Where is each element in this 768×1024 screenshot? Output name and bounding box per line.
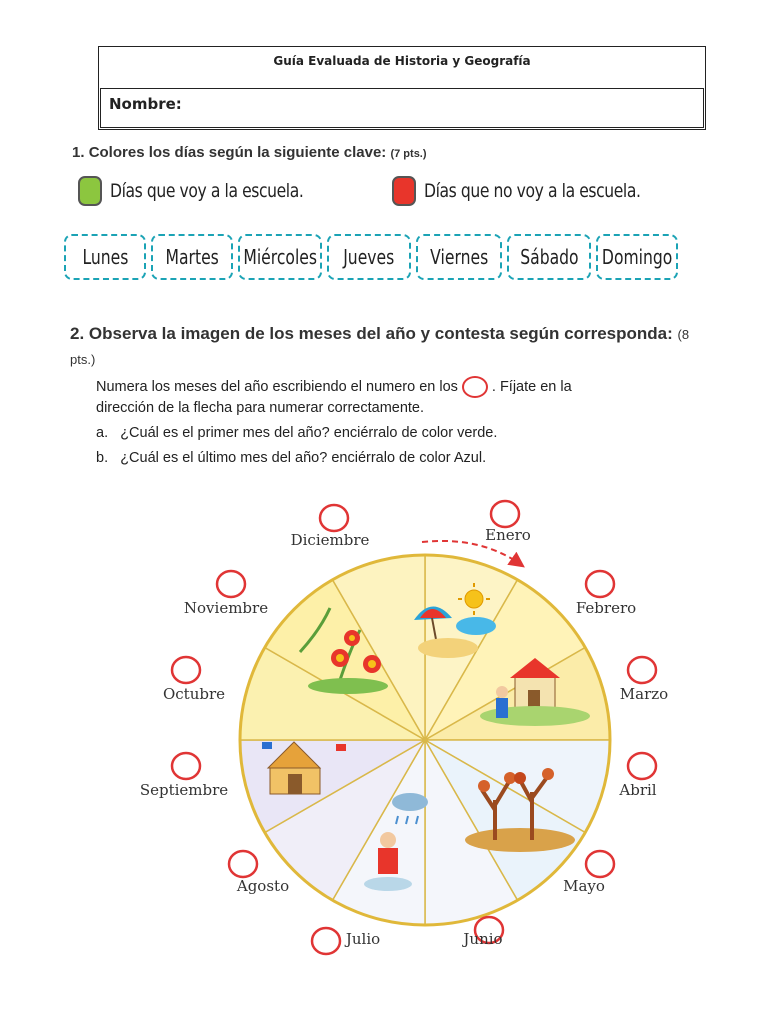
question-1-points: (7 pts.)	[390, 148, 427, 160]
item-a-letter: a.	[96, 425, 109, 441]
month-number-circle[interactable]	[586, 851, 614, 877]
question-1-text: Colores los días según la siguiente clave:	[88, 144, 387, 161]
month-label: Diciembre	[290, 531, 370, 549]
day-box-viernes[interactable]	[416, 234, 502, 280]
day-label: Viernes	[429, 245, 489, 269]
month-number-circle[interactable]	[172, 657, 200, 683]
month-label: Febrero	[575, 599, 637, 617]
month-number-circle[interactable]	[217, 571, 245, 597]
month-number-circle[interactable]	[628, 753, 656, 779]
day-box-martes[interactable]	[151, 234, 233, 280]
green-swatch	[78, 176, 102, 206]
instruction-line-2: dirección de la flecha para numerar correctamente.	[96, 400, 425, 416]
day-label: Miércoles	[243, 245, 317, 269]
month-number-circle[interactable]	[312, 928, 340, 954]
day-box-jueves[interactable]	[327, 234, 411, 280]
legend-school-days	[78, 176, 346, 206]
month-label: Marzo	[619, 685, 669, 703]
month-number-circle[interactable]	[172, 753, 200, 779]
month-label: Julio	[345, 930, 381, 948]
question-2-number: 2.	[70, 324, 85, 343]
name-field[interactable]	[100, 88, 704, 128]
day-label: Sábado	[519, 245, 579, 269]
month-label: Noviembre	[183, 599, 269, 617]
legend-no-school-days	[392, 176, 688, 206]
day-label: Jueves	[343, 245, 395, 269]
month-number-circle[interactable]	[491, 501, 519, 527]
circle-icon	[462, 376, 488, 398]
red-swatch	[392, 176, 416, 206]
page-title: Guía Evaluada de Historia y Geografía	[273, 54, 531, 68]
month-number-circle[interactable]	[229, 851, 257, 877]
day-box-domingo[interactable]	[596, 234, 678, 280]
day-box-lunes[interactable]	[64, 234, 146, 280]
instruction-text-b: . Fíjate en la	[491, 378, 572, 395]
day-box-sabado[interactable]	[507, 234, 591, 280]
legend-school-days-label: Días que voy a la escuela.	[110, 180, 304, 202]
month-label: Octubre	[162, 685, 226, 703]
day-label: Lunes	[82, 245, 128, 269]
item-a	[96, 425, 497, 441]
month-number-circle[interactable]	[628, 657, 656, 683]
month-label: Agosto	[236, 877, 290, 895]
month-label: Septiembre	[139, 781, 229, 799]
month-number-circle[interactable]	[586, 571, 614, 597]
month-label: Abril	[619, 781, 657, 799]
days-row	[64, 234, 683, 280]
question-2-text: Observa la imagen de los meses del año y contesta según corresponda:	[88, 324, 673, 343]
day-label: Martes	[165, 245, 219, 269]
name-label: Nombre:	[109, 95, 182, 113]
instruction-text-a: Numera los meses del año escribiendo el numero en los	[96, 378, 458, 395]
instruction-line-1	[96, 376, 572, 398]
month-number-circle[interactable]	[320, 505, 348, 531]
item-b	[96, 450, 486, 466]
month-label: Junio	[463, 930, 503, 948]
item-b-letter: b.	[96, 450, 109, 466]
question-1-number: 1.	[72, 144, 85, 161]
item-a-text: ¿Cuál es el primer mes del año? enciérralo de color verde.	[120, 425, 498, 441]
question-2	[70, 322, 690, 372]
question-2-points: (8 pts.)	[70, 327, 690, 367]
question-1	[72, 144, 427, 161]
month-label: Enero	[485, 526, 531, 544]
item-b-text: ¿Cuál es el último mes del año? enciérralo de color Azul.	[120, 450, 487, 466]
day-label: Domingo	[601, 245, 673, 269]
legend-no-school-days-label: Días que no voy a la escuela.	[424, 180, 641, 202]
months-wheel	[0, 480, 768, 980]
day-box-miercoles[interactable]	[238, 234, 322, 280]
month-label: Mayo	[563, 877, 605, 895]
